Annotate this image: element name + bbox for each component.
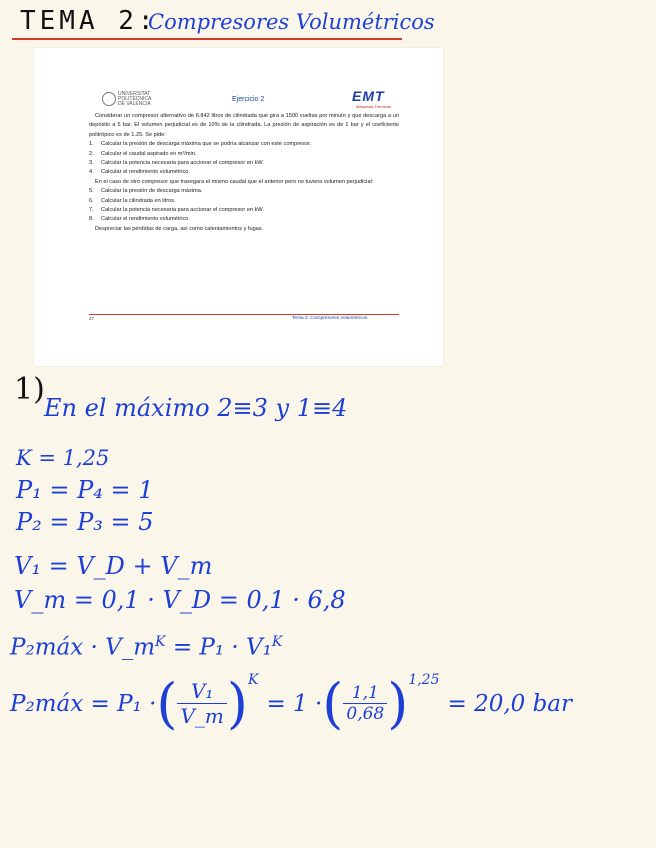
exponent: K [155,634,166,650]
fraction-v1-vm [177,679,226,728]
note-vm: V_m = 0,1 · V_D = 0,1 · 6,8 [14,586,346,614]
note-v1: V₁ = V_D + V_m [14,552,213,580]
item-number: 7. [89,207,94,214]
fraction-numerator: 1,1 [343,683,387,704]
list-item [89,206,399,215]
close-paren-icon: ) [387,672,409,735]
middle-paragraph: En el caso de otro compresor que trasegara el mismo caudal que el anterior pero no tuviera volumen perjudicial: [95,178,374,185]
emt-logo-subtitle: Máquinas Térmicas [356,104,391,109]
item-number: 8. [89,216,94,223]
list-item [89,197,399,206]
exercise-heading: Ejercicio 2 [232,96,265,103]
note-pmax-result [10,672,572,735]
item-number: 3. [89,160,94,167]
item-number: 1. [89,141,94,148]
open-paren-icon: ( [322,672,344,735]
document-footer: Tema 2. Compresores volumétricos [292,316,368,321]
exercise-document [34,48,443,366]
fraction-denominator: 0,68 [346,704,385,724]
fraction-numeric [343,683,387,724]
list-item [89,168,399,177]
item-number: 2. [89,150,94,157]
page-subtitle: Compresores Volumétricos [148,10,435,34]
list-item [89,150,399,159]
list-item [89,159,399,168]
question-list-b [89,187,399,225]
item-number: 4. [89,169,94,176]
close-paren-icon: ) [226,672,248,735]
page-title: TEMA 2: [20,6,158,36]
university-line: UNIVERSITAT [118,91,151,97]
item-text: Calcular la cilindrada en litros. [101,197,176,204]
item-text: Calcular la potencia necesaria para accionar el compresor en kW. [101,207,264,214]
university-seal-icon [102,92,116,106]
fraction-numerator: V₁ [177,679,226,704]
emt-logo: EMT [352,88,385,104]
title-underline [12,38,402,40]
university-logo-text [118,92,151,107]
note-p2-p3: P₂ = P₃ = 5 [16,508,154,536]
page-number: 27 [89,316,95,321]
note-k-value: K = 1,25 [16,446,110,470]
item-text: Calcular la presión de descarga máxima que se podría alcanzar con este compresor. [101,141,312,148]
exercise-statement [89,112,399,234]
list-item [89,187,399,196]
item-number-marker: 1) [14,372,45,407]
note-polytropic [10,634,282,661]
middle-term: = 1 · [266,690,323,717]
closing-paragraph: Despreciar las pérdidas de carga, así como calentamientos y fugas. [95,225,264,232]
exponent-value: 1,25 [408,672,440,688]
item-number: 6. [89,197,94,204]
pmax-lhs: P₂máx = P₁ · [10,690,157,717]
item-text: Calcular el rendimiento volumétrico. [101,216,190,223]
exponent: K [247,672,259,688]
item-text: Calcular la potencia necesaria para accionar el compresor en kW. [101,160,264,167]
final-result: = 20,0 bar [447,690,573,717]
item-number: 5. [89,188,94,195]
footer-divider [89,314,399,315]
intro-paragraph: Considerar un compresor alternativo de 6.842 litros de cilindrada que gira a 1500 vueltas por minuto y que descarga a un depósito a 5 bar. El volumen perjudicial es de 10% de la cilindrada. La presión de aspiración es de 1 bar y el coeficiente politrópico es de 1.25. Se pide: [89,113,399,138]
fraction-denominator: V_m [180,704,224,728]
item-text: Calcular el rendimiento volumétrico. [101,169,190,176]
exponent: K [271,634,283,650]
university-line: POLITÈCNICA [118,96,152,102]
list-item [89,215,399,224]
list-item [89,140,399,149]
university-line: DE VALÈNCIA [118,101,151,107]
item-text: Calcular el caudal aspirado en m³/min. [101,150,197,157]
note-p1-p4: P₁ = P₄ = 1 [16,476,154,504]
question-list-a [89,140,399,178]
note-line-maximum: En el máximo 2≡3 y 1≡4 [44,394,348,422]
polytropic-lhs: P₂máx · V_m [10,634,156,661]
open-paren-icon: ( [156,672,178,735]
polytropic-rhs: = P₁ · V₁ [172,634,272,661]
item-text: Calcular la presión de descarga máxima. [101,188,203,195]
